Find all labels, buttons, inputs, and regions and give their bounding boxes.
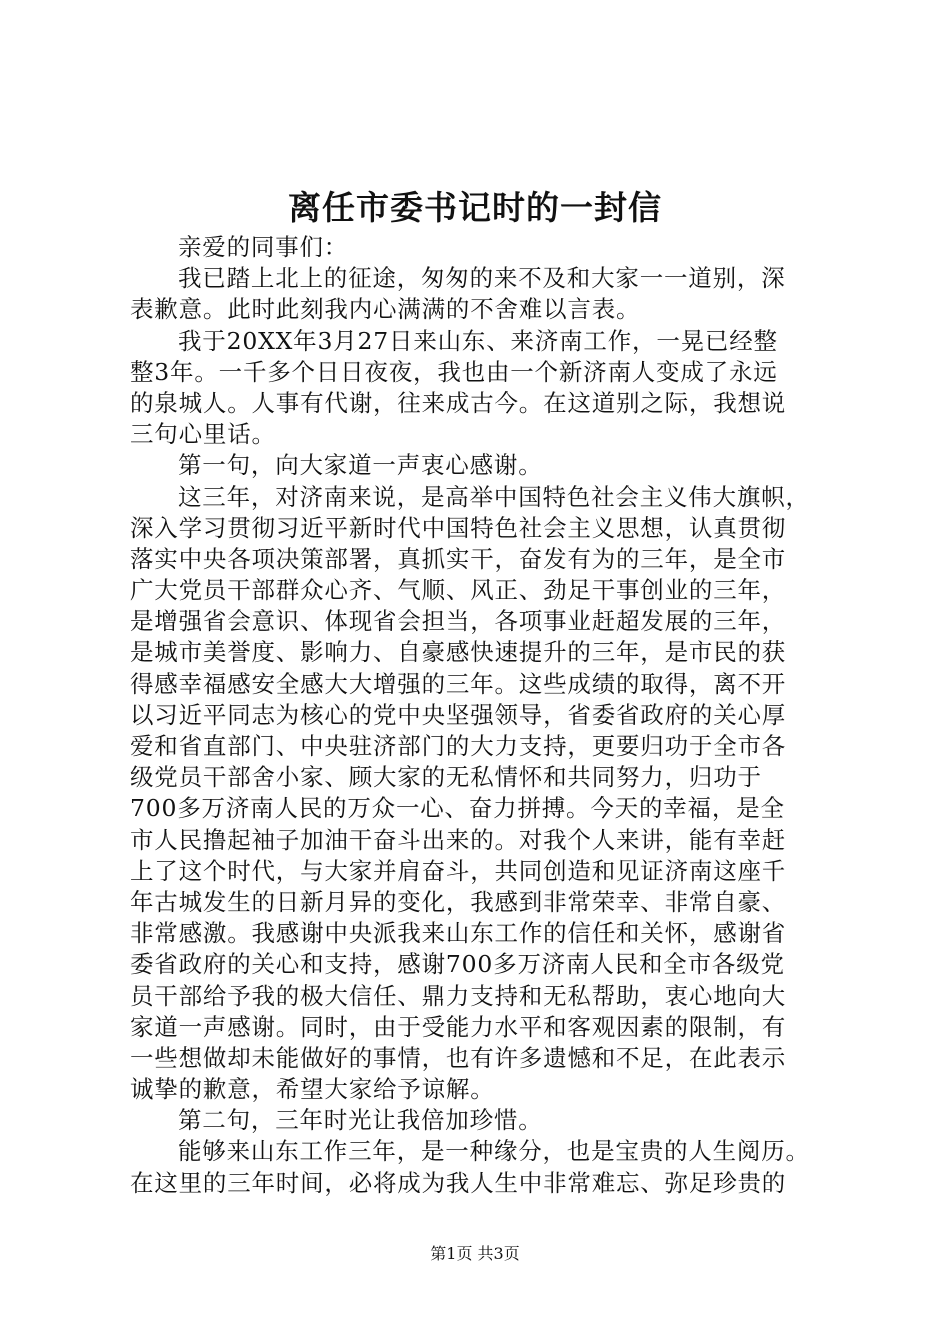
text-line: 是增强省会意识、体现省会担当，各项事业赶超发展的三年， xyxy=(130,607,787,636)
text-line: 一些想做却未能做好的事情，也有许多遗憾和不足，在此表示 xyxy=(130,1043,787,1072)
document-body xyxy=(130,232,830,1199)
text-line: 整3年。一千多个日日夜夜，我也由一个新济南人变成了永远 xyxy=(130,357,778,386)
text-line: 的泉城人。人事有代谢，往来成古今。在这道别之际，我想说 xyxy=(130,388,787,417)
text-line: 非常感激。我感谢中央派我来山东工作的信任和关怀，感谢省 xyxy=(130,919,787,948)
text-line: 在这里的三年时间，必将成为我人生中非常难忘、弥足珍贵的 xyxy=(130,1168,787,1197)
text-line: 这三年，对济南来说，是高举中国特色社会主义伟大旗帜， xyxy=(178,482,810,511)
text-line: 以习近平同志为核心的党中央坚强领导，省委省政府的关心厚 xyxy=(130,700,787,729)
text-line: 第一句，向大家道一声衷心感谢。 xyxy=(178,451,543,480)
text-line: 深入学习贯彻习近平新时代中国特色社会主义思想，认真贯彻 xyxy=(130,513,787,542)
text-line: 年古城发生的日新月异的变化，我感到非常荣幸、非常自豪、 xyxy=(130,887,787,916)
text-line: 广大党员干部群众心齐、气顺、风正、劲足干事创业的三年， xyxy=(130,576,787,605)
document-title: 离任市委书记时的一封信 xyxy=(288,188,662,227)
text-line: 表歉意。此时此刻我内心满满的不舍难以言表。 xyxy=(130,295,641,324)
text-line: 级党员干部舍小家、顾大家的无私情怀和共同努力，归功于 xyxy=(130,763,762,792)
page-number: 第1页 共3页 xyxy=(430,1244,520,1263)
text-line: 第二句，三年时光让我倍加珍惜。 xyxy=(178,1106,543,1135)
text-line: 三句心里话。 xyxy=(130,420,276,449)
text-line: 是城市美誉度、影响力、自豪感快速提升的三年，是市民的获 xyxy=(130,638,787,667)
text-line: 诚挚的歉意，希望大家给予谅解。 xyxy=(130,1075,495,1104)
text-line: 700多万济南人民的万众一心、奋力拼搏。今天的幸福，是全 xyxy=(130,794,785,823)
text-line: 得感幸福感安全感大大增强的三年。这些成绩的取得，离不开 xyxy=(130,669,787,698)
text-line: 上了这个时代，与大家并肩奋斗，共同创造和见证济南这座千 xyxy=(130,856,787,885)
text-line: 落实中央各项决策部署，真抓实干，奋发有为的三年，是全市 xyxy=(130,544,787,573)
text-line: 委省政府的关心和支持，感谢700多万济南人民和全市各级党 xyxy=(130,950,785,979)
text-line: 我已踏上北上的征途，匆匆的来不及和大家一一道别，深 xyxy=(178,264,786,293)
text-line: 家道一声感谢。同时，由于受能力水平和客观因素的限制，有 xyxy=(130,1012,787,1041)
text-line: 爱和省直部门、中央驻济部门的大力支持，更要归功于全市各 xyxy=(130,732,787,760)
text-line: 员干部给予我的极大信任、鼎力支持和无私帮助，衷心地向大 xyxy=(130,981,787,1010)
text-line: 市人民撸起袖子加油干奋斗出来的。对我个人来讲，能有幸赶 xyxy=(130,825,787,854)
text-line: 能够来山东工作三年，是一种缘分，也是宝贵的人生阅历。 xyxy=(178,1137,810,1166)
text-line: 亲爱的同事们： xyxy=(178,233,349,261)
text-line: 我于20XX年3月27日来山东、来济南工作，一晃已经整 xyxy=(178,326,778,355)
